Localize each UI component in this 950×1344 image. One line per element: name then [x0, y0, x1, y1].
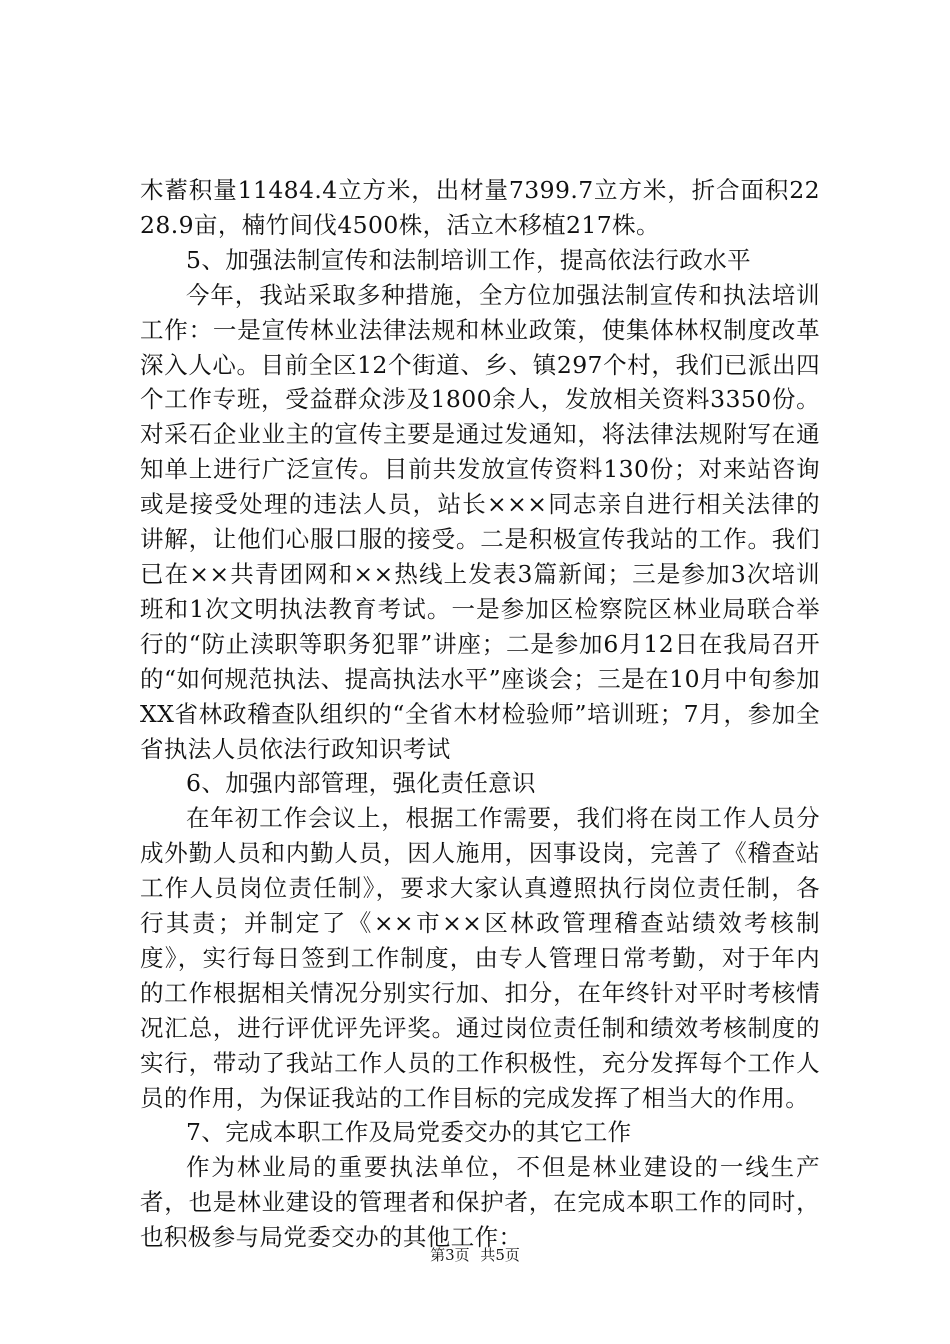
page-total: 共5页 — [480, 1246, 520, 1264]
document-body — [140, 173, 820, 1255]
paragraph-continuation: 木蓄积量11484.4立方米，出材量7399.7立方米，折合面积2228.9亩，楠竹间伐4500株，活立木移植217株。 — [140, 176, 820, 239]
paragraph-internal-management: 在年初工作会议上，根据工作需要，我们将在岗工作人员分成外勤人员和内勤人员，因人施用，因事设岗，完善了《稽查站工作人员岗位责任制》，要求大家认真遵照执行岗位责任制，各行其责；并制定了《××市××区林政管理稽查站绩效考核制度》，实行每日签到工作制度，由专人管理日常考勤，对于年内的工作根据相关情况分别实行加、扣分，在年终针对平时考核情况汇总，进行评优评先评奖。通过岗位责任制和绩效考核制度的实行，带动了我站工作人员的工作积极性，充分发挥每个工作人员的作用，为保证我站的工作目标的完成发挥了相当大的作用。 — [140, 804, 820, 1112]
section-heading-5: 5、加强法制宣传和法制培训工作，提高依法行政水平 — [186, 245, 752, 274]
page-number: 第3页 — [430, 1246, 470, 1264]
page-footer — [0, 1245, 950, 1265]
section-heading-6: 6、加强内部管理，强化责任意识 — [186, 769, 536, 798]
paragraph-legal-publicity: 今年，我站采取多种措施，全方位加强法制宣传和执法培训工作：一是宣传林业法律法规和林业政策，使集体林权制度改革深入人心。目前全区12个街道、乡、镇297个村，我们已派出四个工作专班，受益群众涉及1800余人，发放相关资料3350份。对采石企业业主的宣传主要是通过发通知，将法律法规附写在通知单上进行广泛宣传。目前共发放宣传资料130份；对来站咨询或是接受处理的违法人员，站长×××同志亲自进行相关法律的讲解，让他们心服口服的接受。二是积极宣传我站的工作。我们已在××共青团网和××热线上发表3篇新闻；三是参加3次培训班和1次文明执法教育考试。一是参加区检察院区林业局联合举行的“防止渎职等职务犯罪”讲座；二是参加6月12日在我局召开的“如何规范执法、提高执法水平”座谈会；三是在10月中旬参加XX省林政稽查队组织的“全省木材检验师”培训班；7月，参加全省执法人员依法行政知识考试 — [140, 280, 820, 763]
paragraph-other-work: 作为林业局的重要执法单位，不但是林业建设的一线生产者，也是林业建设的管理者和保护者，在完成本职工作的同时，也积极参与局党委交办的其他工作： — [140, 1153, 820, 1252]
section-heading-7: 7、完成本职工作及局党委交办的其它工作 — [186, 1118, 632, 1147]
